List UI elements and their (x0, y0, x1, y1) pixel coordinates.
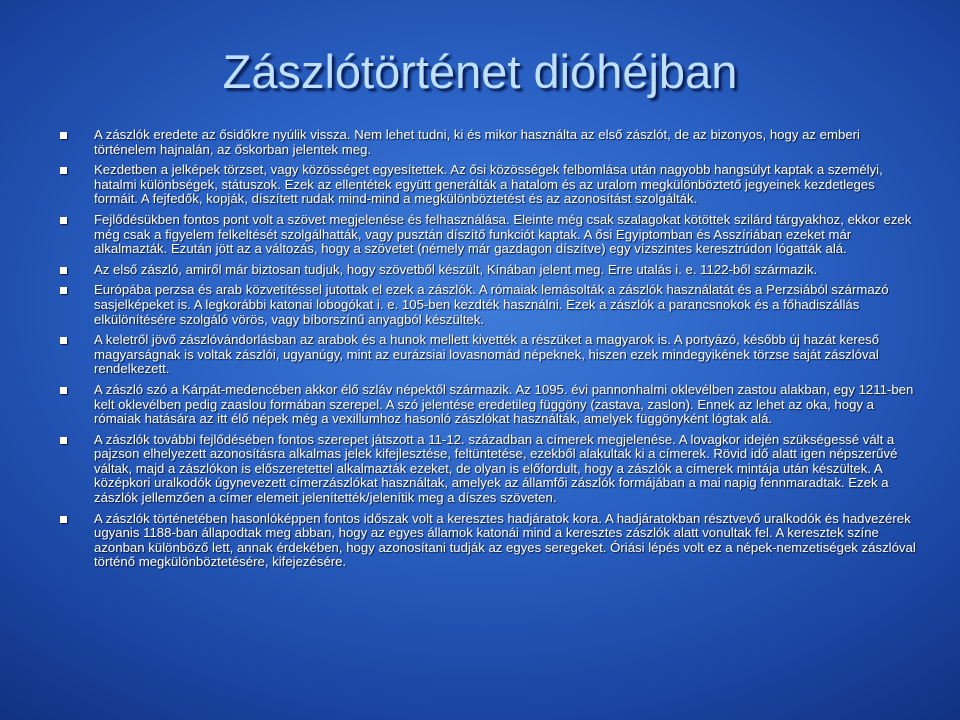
bullet-item (60, 128, 918, 157)
bullet-text: A zászlók történetében hasonlóképpen fontos időszak volt a keresztes hadjáratok kora. A hadjáratokban résztvevő uralkodók és hadvezérek ugyanis 1188-ban állapodtak meg abban, hogy az egyes államok katonái mind a keresztes zászlók alatt vonultak fel. A keresztek színe azonban különböző lett, annak érdekében, hogy azonosítani tudják az egyes seregeket. Óriási lépés volt ez a népek-nemzetiségek zászlóval történő megkülönböztetésére, kifejezésére. (94, 510, 916, 570)
bullet-text: Az első zászló, amiről már biztosan tudjuk, hogy szövetből készült, Kínában jelent meg. Erre utalás i. e. 1122-ből származik. (94, 261, 818, 277)
bullet-item (60, 512, 918, 570)
bullet-item (60, 283, 918, 327)
square-bullet-icon (60, 287, 67, 294)
bullet-text: Európába perzsa és arab közvetítéssel jutottak el ezek a zászlók. A rómaiak lemásolták a zászlók használatát és a Perzsiából származó sasjelképeket is. A legkorábbi katonai lobogókat i. e. 105-ben kezdték használni. Ezek a zászlók a parancsnokok és a főhadiszállás elkülönítésére szolgáló vörös, vagy bíborszínű anyagból készültek. (94, 282, 889, 327)
square-bullet-icon (60, 337, 67, 344)
bullet-text: A zászlók eredete az ősidőkre nyúlik vissza. Nem lehet tudni, ki és mikor használta az első zászlót, de az bizonyos, hogy az emberi történelem hajnalán, az őskorban jelentek meg. (94, 127, 860, 157)
square-bullet-icon (60, 516, 67, 523)
square-bullet-icon (60, 132, 67, 139)
square-bullet-icon (60, 387, 67, 394)
bullet-text: A keletről jövő zászlóvándorlásban az arabok és a hunok mellett kivették a részüket a magyarok is. A portyázó, később új hazát kereső magyarságnak is voltak zászlói, ugyanúgy, mint az eurázsiai lovasnomád népeknek, hiszen ezek mindegyikének törzse saját zászlóval rendelkezett. (94, 332, 880, 377)
square-bullet-icon (60, 217, 67, 224)
square-bullet-icon (60, 267, 67, 274)
bullet-text: A zászló szó a Kárpát-medencében akkor élő szláv népektől származik. Az 1095. évi pannonhalmi oklevélben zastou alakban, egy 1211-ben kelt oklevélben pedig zaaslou formában szerepel. A szó jelentése eredetileg függöny (zastava, zaslon). Ennek az lehet az oka, hogy a rómaiak hatására az itt élő népek még a vexillumhoz hasonló zászlókat használták, amelyek függönyként lógtak alá. (94, 381, 914, 427)
bullet-list (60, 128, 918, 576)
bullet-item (60, 213, 918, 257)
bullet-item (60, 433, 918, 506)
bullet-text: Kezdetben a jelképek törzset, vagy közösséget egyesítettek. Az ősi közösségek felbomlása után nagyobb hangsúlyt kaptak a személyi, hatalmi különbségek, státuszok. Ezek az ellentétek együtt generálták a hatalom és az uralom megkülönböztető jegyeinek kezdetleges formáit. A fejfedők, kopják, díszített rudak mind-mind a megkülönböztetést és az azonosítást szolgálták. (94, 162, 883, 207)
bullet-text: A zászlók további fejlődésében fontos szerepet játszott a 11-12. században a címerek megjelenése. A lovagkor idején szükségessé vált a pajzson elhelyezett azonosításra alkalmas jelek kifejlesztése, feltüntetése, ezekből alakultak ki a címerek. Rövid idő alatt igen népszerűvé váltak, majd a zászlókon is előszeretettel alkalmazták ezeket, de olyan is előfordult, hogy a zászlók a címerek mintája után készültek. A középkori uralkodók úgynevezett címerzászlókat használtak, amelyek az államfői zászlók formájában a mai napig fennmaradtak. Ezek a zászlók jellemzően a címer elemeit jelenítették/jelenítik meg a díszes szöveten. (94, 431, 898, 506)
square-bullet-icon (60, 167, 67, 174)
bullet-item (60, 163, 918, 207)
bullet-text: Fejlődésükben fontos pont volt a szövet megjelenése és felhasználása. Eleinte még csak szalagokat kötöttek szilárd tárgyakhoz, ekkor ezek még csak a figyelem felkeltését szolgálhatták, vagy pusztán díszítő funkciót kaptak. A ősi Egyiptomban és Asszíriában ezeket már alkalmazták. Ezután jött az a változás, hogy a szövetet (némely már gazdagon díszítve) egy vízszintes keresztrúdon lógatták alá. (94, 211, 912, 257)
bullet-item (60, 263, 918, 278)
square-bullet-icon (60, 437, 67, 444)
bullet-item (60, 383, 918, 427)
slide-title: Zászlótörténet dióhéjban (222, 45, 738, 98)
bullet-item (60, 333, 918, 377)
